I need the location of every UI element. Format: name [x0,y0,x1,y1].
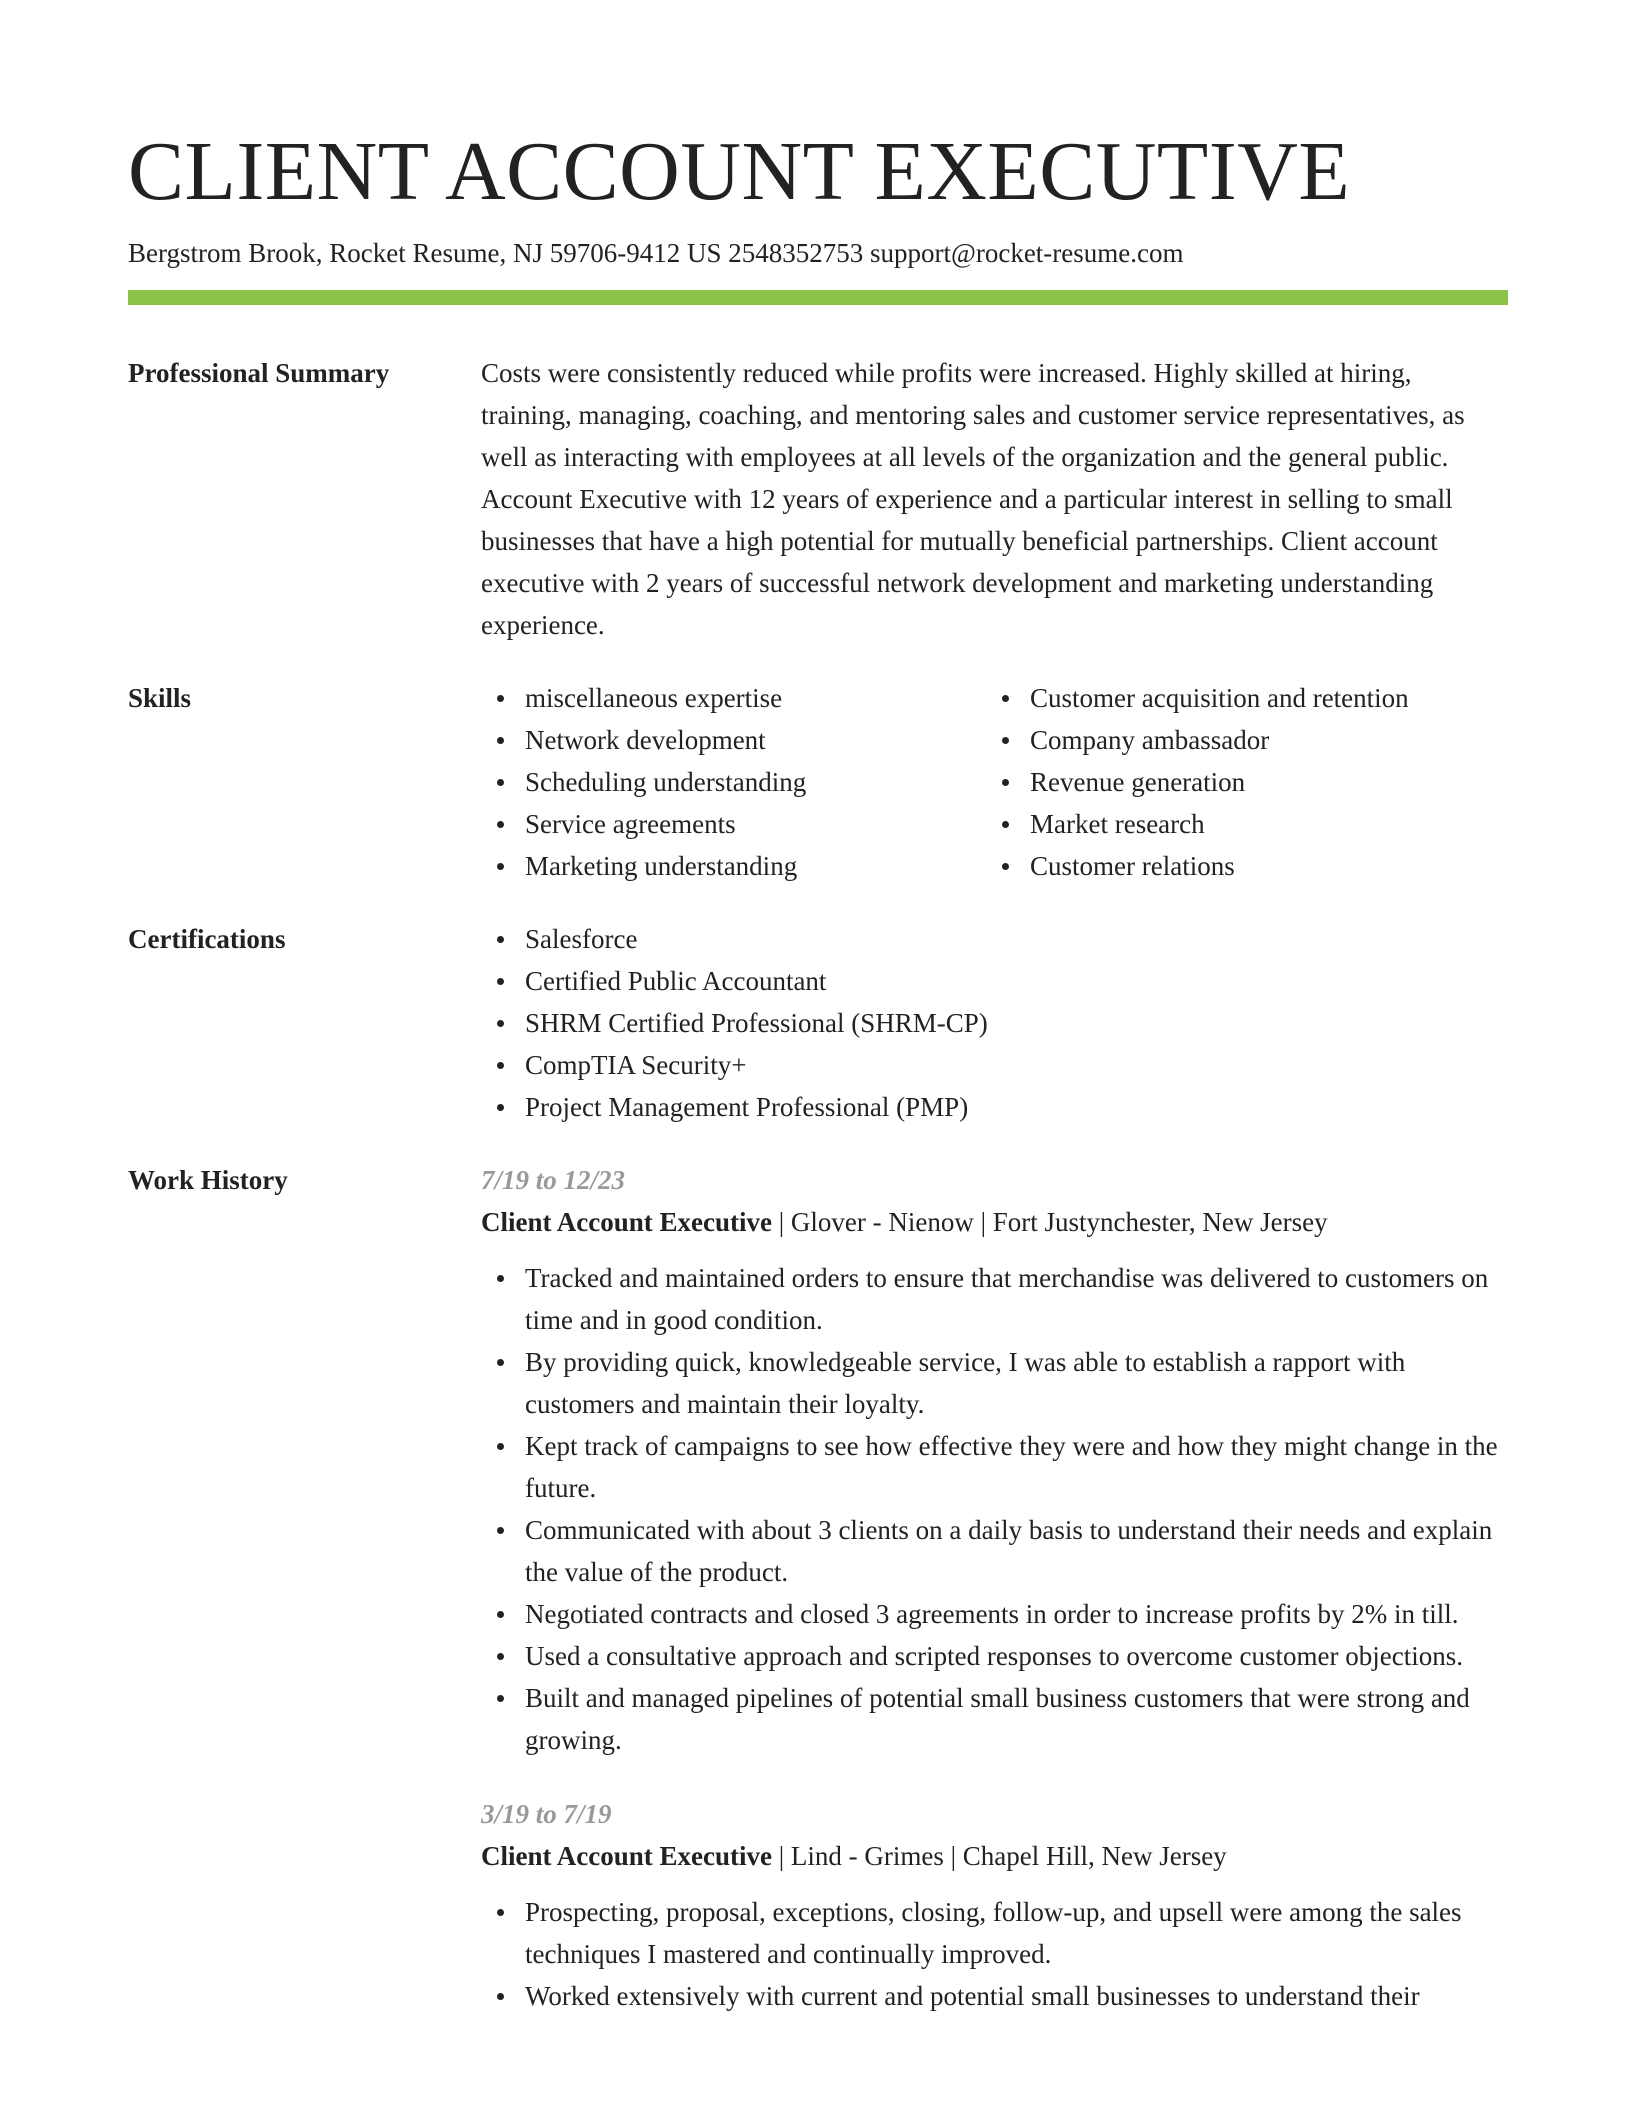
certification-item: Project Management Professional (PMP) [481,1086,1508,1128]
work-history-section [128,1159,1508,2017]
job-duty-item: Negotiated contracts and closed 3 agreements in order to increase profits by 2% in till. [481,1593,1508,1635]
job-duties-list [481,1257,1508,1761]
skill-item: Customer acquisition and retention [986,677,1491,719]
job-title: Client Account Executive [481,1841,772,1871]
skill-item: Customer relations [986,845,1491,887]
contact-address: Bergstrom Brook, Rocket Resume, NJ 59706-9412 US [128,238,729,268]
skills-section [128,677,1508,887]
summary-section [128,352,1508,646]
section-label-certifications: Certifications [128,924,286,954]
skills-list-right [986,677,1491,887]
contact-email: support@rocket-resume.com [869,238,1184,268]
summary-text: Costs were consistently reduced while profits were increased. Highly skilled at hiring, training, managing, coaching, and mentoring sales and customer service representatives, as well as interacting with employees at all levels of the organization and the general public. Account Executive with 12 years of experience and a particular interest in selling to small businesses that have a high potential for mutually beneficial partnerships. Client account executive with 2 years of successful network development and marketing understanding experience. [481,358,1465,640]
job-dates: 7/19 to 12/23 [481,1165,626,1195]
skills-columns [481,677,1508,887]
job-duty-item: By providing quick, knowledgeable service, I was able to establish a rapport with customers and maintain their loyalty. [481,1341,1508,1425]
certification-item: SHRM Certified Professional (SHRM-CP) [481,1002,1508,1044]
resume-name: CLIENT ACCOUNT EXECUTIVE [128,125,1351,218]
job-title-line [481,1201,1508,1243]
job-duty-item: Communicated with about 3 clients on a daily basis to understand their needs and explain the value of the product. [481,1509,1508,1593]
section-label-skills: Skills [128,683,192,713]
certifications-section [128,918,1508,1128]
section-label-summary: Professional Summary [128,358,390,388]
certification-item: CompTIA Security+ [481,1044,1508,1086]
skill-item: Revenue generation [986,761,1491,803]
contact-phone: 2548352753 [728,238,870,268]
job-duty-item: Prospecting, proposal, exceptions, closing, follow-up, and upsell were among the sales techniques I mastered and continually improved. [481,1891,1508,1975]
job-title: Client Account Executive [481,1207,772,1237]
job-employer-location: | Lind - Grimes | Chapel Hill, New Jersey [771,1841,1227,1871]
resume-page [128,118,1508,2017]
job-title-line [481,1835,1508,1877]
certification-item: Salesforce [481,918,1508,960]
job-duty-item: Built and managed pipelines of potential small business customers that were strong and growing. [481,1677,1508,1761]
skill-item: Marketing understanding [481,845,986,887]
skill-item: Market research [986,803,1491,845]
certification-item: Certified Public Accountant [481,960,1508,1002]
section-label-work-history: Work History [128,1165,288,1195]
skill-item: Service agreements [481,803,986,845]
job-duty-item: Kept track of campaigns to see how effective they were and how they might change in the future. [481,1425,1508,1509]
job-entry [481,1159,1508,1761]
skill-item: Company ambassador [986,719,1491,761]
job-employer-location: | Glover - Nienow | Fort Justynchester, New Jersey [771,1207,1328,1237]
certifications-list [481,918,1508,1128]
job-duty-item: Used a consultative approach and scripted responses to overcome customer objections. [481,1635,1508,1677]
job-duties-list [481,1891,1508,2017]
skills-list-left [481,677,986,887]
job-duty-item: Worked extensively with current and potential small businesses to understand their [481,1975,1508,2017]
skill-item: Scheduling understanding [481,761,986,803]
job-dates: 3/19 to 7/19 [481,1799,612,1829]
contact-line [128,236,1508,270]
skill-item: miscellaneous expertise [481,677,986,719]
job-entry [481,1793,1508,2017]
skill-item: Network development [481,719,986,761]
job-duty-item: Tracked and maintained orders to ensure that merchandise was delivered to customers on time and in good condition. [481,1257,1508,1341]
accent-divider [128,290,1508,305]
